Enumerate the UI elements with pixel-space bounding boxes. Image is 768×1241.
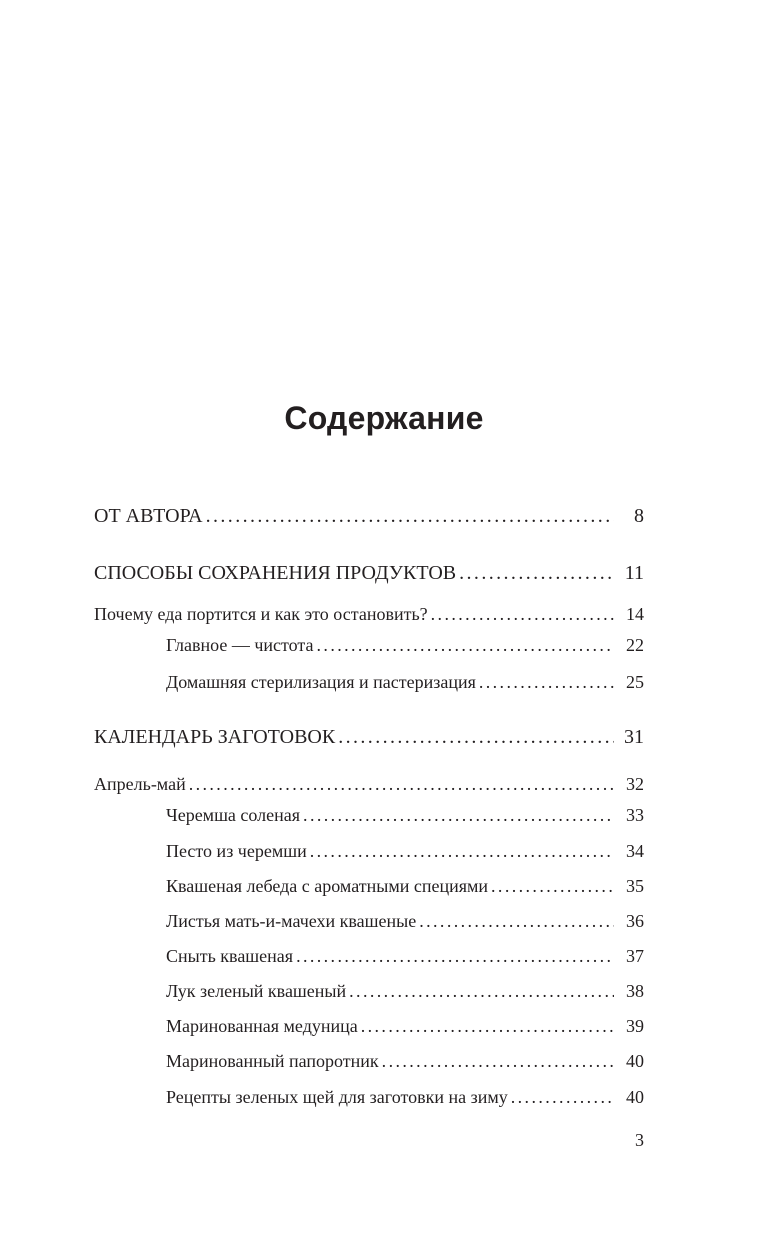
toc-entry-label: Главное — чистота — [166, 635, 314, 655]
toc-leader-dots — [310, 836, 614, 866]
toc-leader-dots — [431, 599, 614, 629]
toc-leader-dots — [296, 941, 614, 971]
toc-entry-label: Домашняя стерилизация и пастеризация — [166, 672, 476, 692]
toc-entry-label: Маринованный папоротник — [166, 1051, 379, 1071]
toc-leader-dots — [361, 1011, 614, 1041]
toc-leader-dots — [491, 871, 614, 901]
toc-entry-page: 35 — [626, 876, 644, 896]
toc-entry-retsepty-zelenykh-shchey — [166, 1082, 644, 1112]
toc-entry-label: Песто из черемши — [166, 841, 307, 861]
toc-entry-kvashenaya-lebeda — [166, 871, 644, 901]
toc-leader-dots — [459, 558, 614, 588]
toc-leader-dots — [419, 906, 614, 936]
toc-entry-page: 37 — [626, 946, 644, 966]
toc-entry-marinovannyy-paporotnik — [166, 1046, 644, 1076]
toc-entry-label: КАЛЕНДАРЬ ЗАГОТОВОК — [94, 726, 336, 748]
toc-entry-label: Квашеная лебеда с ароматными специями — [166, 876, 489, 896]
toc-leader-dots — [317, 630, 614, 660]
toc-leader-dots — [349, 976, 614, 1006]
toc-leader-dots — [511, 1082, 614, 1112]
toc-leader-dots — [382, 1046, 614, 1076]
toc-leader-dots — [189, 769, 614, 799]
toc-entry-sposoby-sokhraneniya — [94, 558, 644, 588]
page-number: 3 — [635, 1130, 644, 1150]
toc-entry-luk-zelenyy — [166, 976, 644, 1006]
toc-entry-label: Листья мать-и-мачехи квашеные — [166, 911, 417, 931]
toc-entry-label: Черемша соленая — [166, 805, 301, 825]
toc-leader-dots — [206, 501, 614, 531]
toc-entry-page: 8 — [634, 505, 644, 527]
toc-leader-dots — [303, 800, 614, 830]
toc-entry-label: Лук зеленый квашеный — [166, 981, 347, 1001]
toc-entry-snyt-kvashenaya — [166, 941, 644, 971]
toc-entry-aprel-may — [94, 769, 644, 799]
toc-entry-page: 33 — [626, 805, 644, 825]
toc-entry-label: Почему еда портится и как это остановить? — [94, 604, 428, 624]
toc-leader-dots — [338, 722, 614, 752]
toc-entry-page: 36 — [626, 911, 644, 931]
toc-entry-cheremsha-solenaya — [166, 800, 644, 830]
toc-entry-page: 34 — [626, 841, 644, 861]
toc-entry-pesto-iz-cheremshi — [166, 836, 644, 866]
toc-entry-domashnyaya-sterilizatsiya — [166, 667, 644, 697]
toc-entry-label: Сныть квашеная — [166, 946, 294, 966]
toc-entry-page: 14 — [626, 604, 644, 624]
toc-entry-page: 11 — [624, 562, 644, 584]
page-title: Содержание — [284, 400, 484, 436]
toc-entry-page: 40 — [626, 1051, 644, 1071]
toc-entry-page: 32 — [626, 774, 644, 794]
toc-entry-marinovannaya-medunitsa — [166, 1011, 644, 1041]
toc-entry-ot-avtora — [94, 501, 644, 531]
toc-entry-page: 25 — [626, 672, 644, 692]
toc-entry-pochemu-eda-portitsya — [94, 599, 644, 629]
toc-entry-listya-mat-i-machekhi — [166, 906, 644, 936]
toc-entry-label: Рецепты зеленых щей для заготовки на зиму — [166, 1087, 508, 1107]
toc-entry-label: Маринованная медуница — [166, 1016, 358, 1036]
toc-entry-label: СПОСОБЫ СОХРАНЕНИЯ ПРОДУКТОВ — [94, 562, 457, 584]
toc-entry-label: ОТ АВТОРА — [94, 505, 203, 527]
toc-leader-dots — [479, 667, 614, 697]
toc-entry-page: 39 — [626, 1016, 644, 1036]
toc-entry-page: 38 — [626, 981, 644, 1001]
toc-entry-glavnoe-chistota — [166, 630, 644, 660]
toc-entry-page: 22 — [626, 635, 644, 655]
toc-entry-label: Апрель-май — [94, 774, 186, 794]
toc-entry-page: 40 — [626, 1087, 644, 1107]
toc-entry-page: 31 — [624, 726, 644, 748]
toc-entry-kalendar-zagotovok — [94, 722, 644, 752]
